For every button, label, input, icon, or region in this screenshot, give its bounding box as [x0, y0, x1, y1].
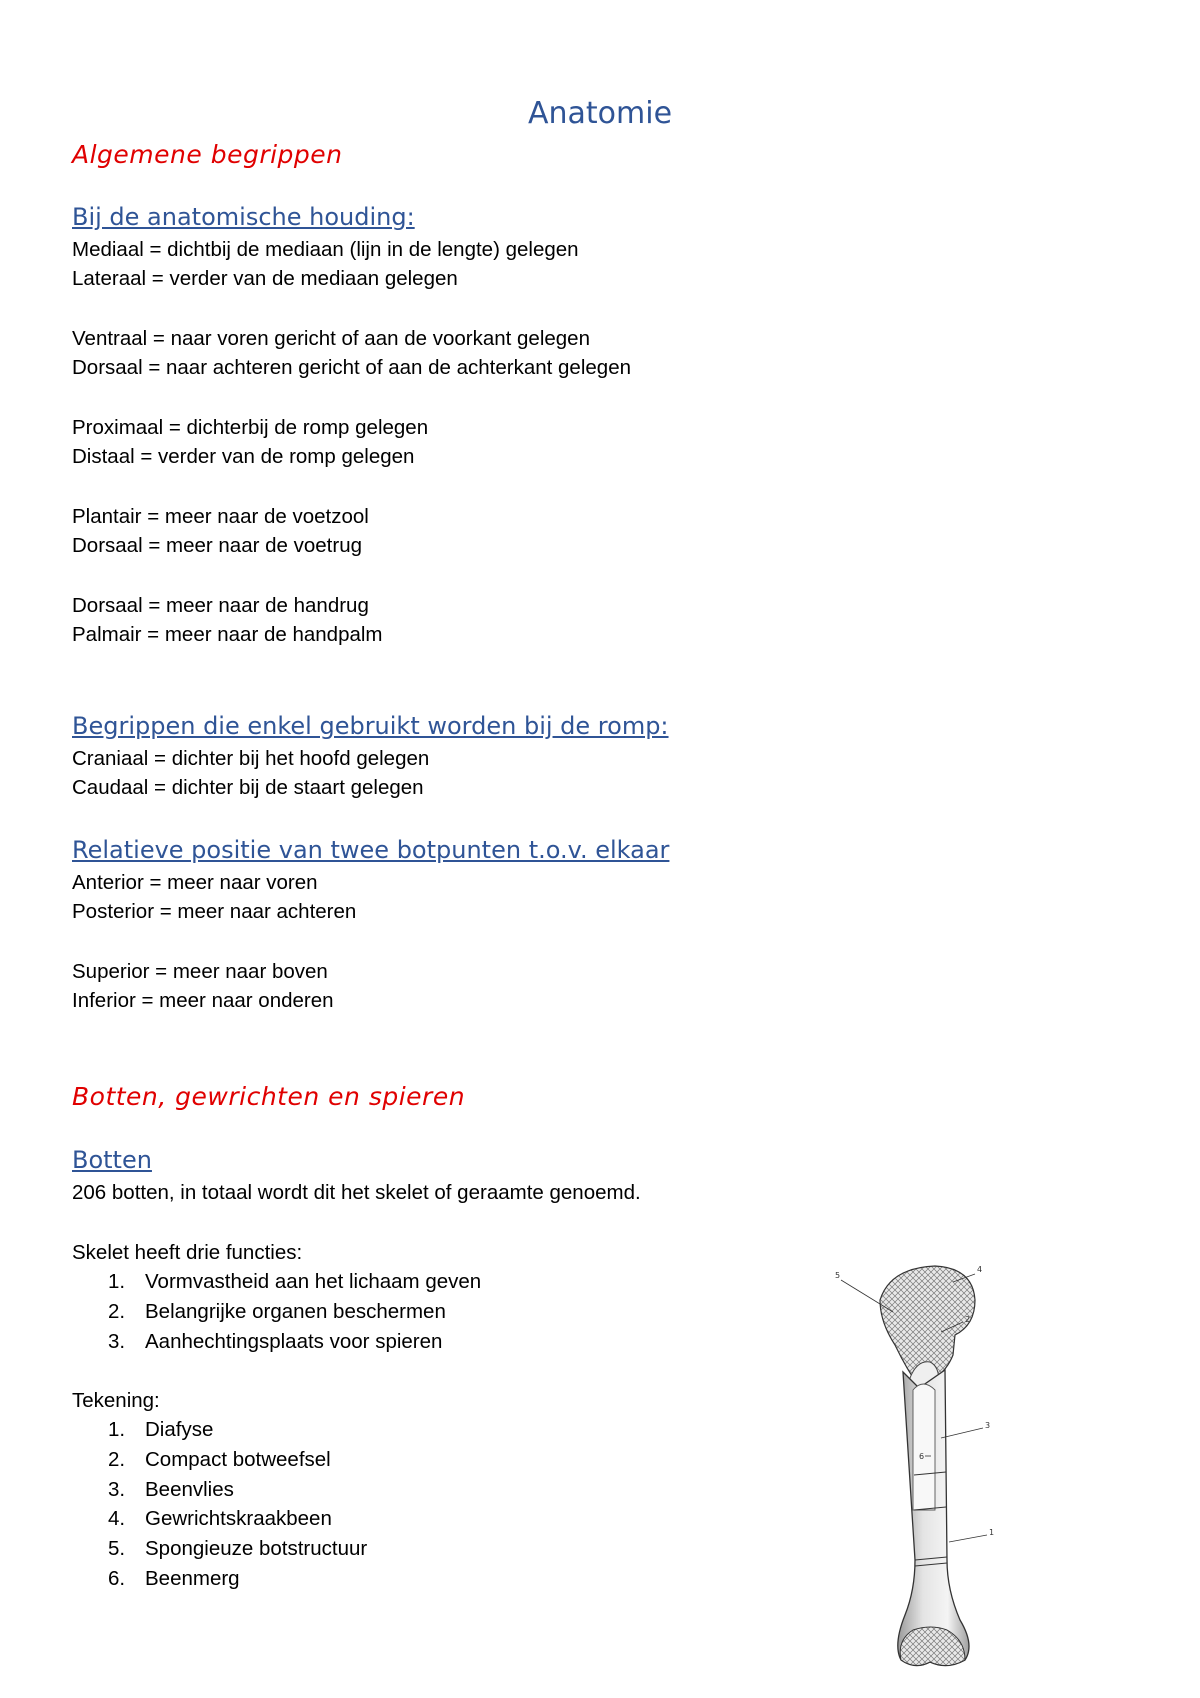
list-item	[108, 1270, 481, 1294]
list-text: Compact botweefsel	[145, 1448, 331, 1471]
functions-label: Skelet heeft drie functies:	[72, 1241, 303, 1264]
figure-label: 3	[985, 1421, 991, 1430]
list-item	[108, 1567, 240, 1591]
list-item	[108, 1478, 234, 1502]
list-text: Diafyse	[145, 1418, 214, 1441]
list-text: Aanhechtingsplaats voor spieren	[145, 1330, 443, 1353]
list-number: 5.	[108, 1537, 126, 1560]
figure-label: 2	[965, 1315, 971, 1324]
definition-line: Superior = meer naar boven	[72, 960, 328, 983]
definition-line: Craniaal = dichter bij het hoofd gelegen	[72, 747, 430, 770]
figure-label: 6	[919, 1452, 925, 1461]
definition-line: Distaal = verder van de romp gelegen	[72, 445, 415, 468]
definition-line: Ventraal = naar voren gericht of aan de voorkant gelegen	[72, 327, 590, 350]
list-item	[108, 1300, 446, 1324]
definition-line: Inferior = meer naar onderen	[72, 989, 334, 1012]
list-item	[108, 1330, 442, 1354]
subheading-anatomische-houding: Bij de anatomische houding:	[72, 203, 415, 231]
definition-line: Dorsaal = naar achteren gericht of aan de achterkant gelegen	[72, 356, 631, 379]
definition-line: Proximaal = dichterbij de romp gelegen	[72, 416, 429, 439]
list-text: Gewrichtskraakbeen	[145, 1507, 332, 1530]
definition-line: Dorsaal = meer naar de handrug	[72, 594, 369, 617]
subheading-romp-begrippen: Begrippen die enkel gebruikt worden bij de romp:	[72, 712, 669, 740]
femur-bone-illustration	[835, 1260, 1010, 1670]
list-item	[108, 1537, 367, 1561]
section-heading-botten-gewrichten-spieren: Botten, gewrichten en spieren	[72, 1082, 466, 1111]
section-heading-algemene-begrippen: Algemene begrippen	[72, 140, 343, 169]
drawing-label: Tekening:	[72, 1389, 160, 1412]
definition-line: Dorsaal = meer naar de voetrug	[72, 534, 363, 557]
list-text: Beenmerg	[145, 1567, 240, 1590]
definition-line: Caudaal = dichter bij de staart gelegen	[72, 776, 424, 799]
list-text: Spongieuze botstructuur	[145, 1537, 368, 1560]
figure-label: 1	[989, 1528, 995, 1537]
figure-label: 4	[977, 1265, 983, 1274]
botten-intro: 206 botten, in totaal wordt dit het skelet of geraamte genoemd.	[72, 1181, 641, 1204]
subheading-botten: Botten	[72, 1146, 152, 1174]
list-item	[108, 1507, 332, 1531]
definition-line: Anterior = meer naar voren	[72, 871, 318, 894]
definition-line: Posterior = meer naar achteren	[72, 900, 357, 923]
list-number: 1.	[108, 1270, 126, 1293]
list-number: 4.	[108, 1507, 126, 1530]
list-number: 6.	[108, 1567, 126, 1590]
list-number: 3.	[108, 1330, 126, 1353]
list-item	[108, 1418, 213, 1442]
document-title: Anatomie	[527, 96, 673, 131]
figure-label: 5	[835, 1271, 841, 1280]
list-number: 1.	[108, 1418, 126, 1441]
list-number: 2.	[108, 1448, 126, 1471]
list-number: 2.	[108, 1300, 126, 1323]
list-text: Beenvlies	[145, 1478, 234, 1501]
list-text: Vormvastheid aan het lichaam geven	[145, 1270, 482, 1293]
list-item	[108, 1448, 331, 1472]
definition-line: Mediaal = dichtbij de mediaan (lijn in de lengte) gelegen	[72, 238, 579, 261]
list-text: Belangrijke organen beschermen	[145, 1300, 446, 1323]
definition-line: Lateraal = verder van de mediaan gelegen	[72, 267, 458, 290]
definition-line: Palmair = meer naar de handpalm	[72, 623, 383, 646]
subheading-relatieve-positie: Relatieve positie van twee botpunten t.o.v. elkaar	[72, 836, 670, 864]
list-number: 3.	[108, 1478, 126, 1501]
definition-line: Plantair = meer naar de voetzool	[72, 505, 369, 528]
